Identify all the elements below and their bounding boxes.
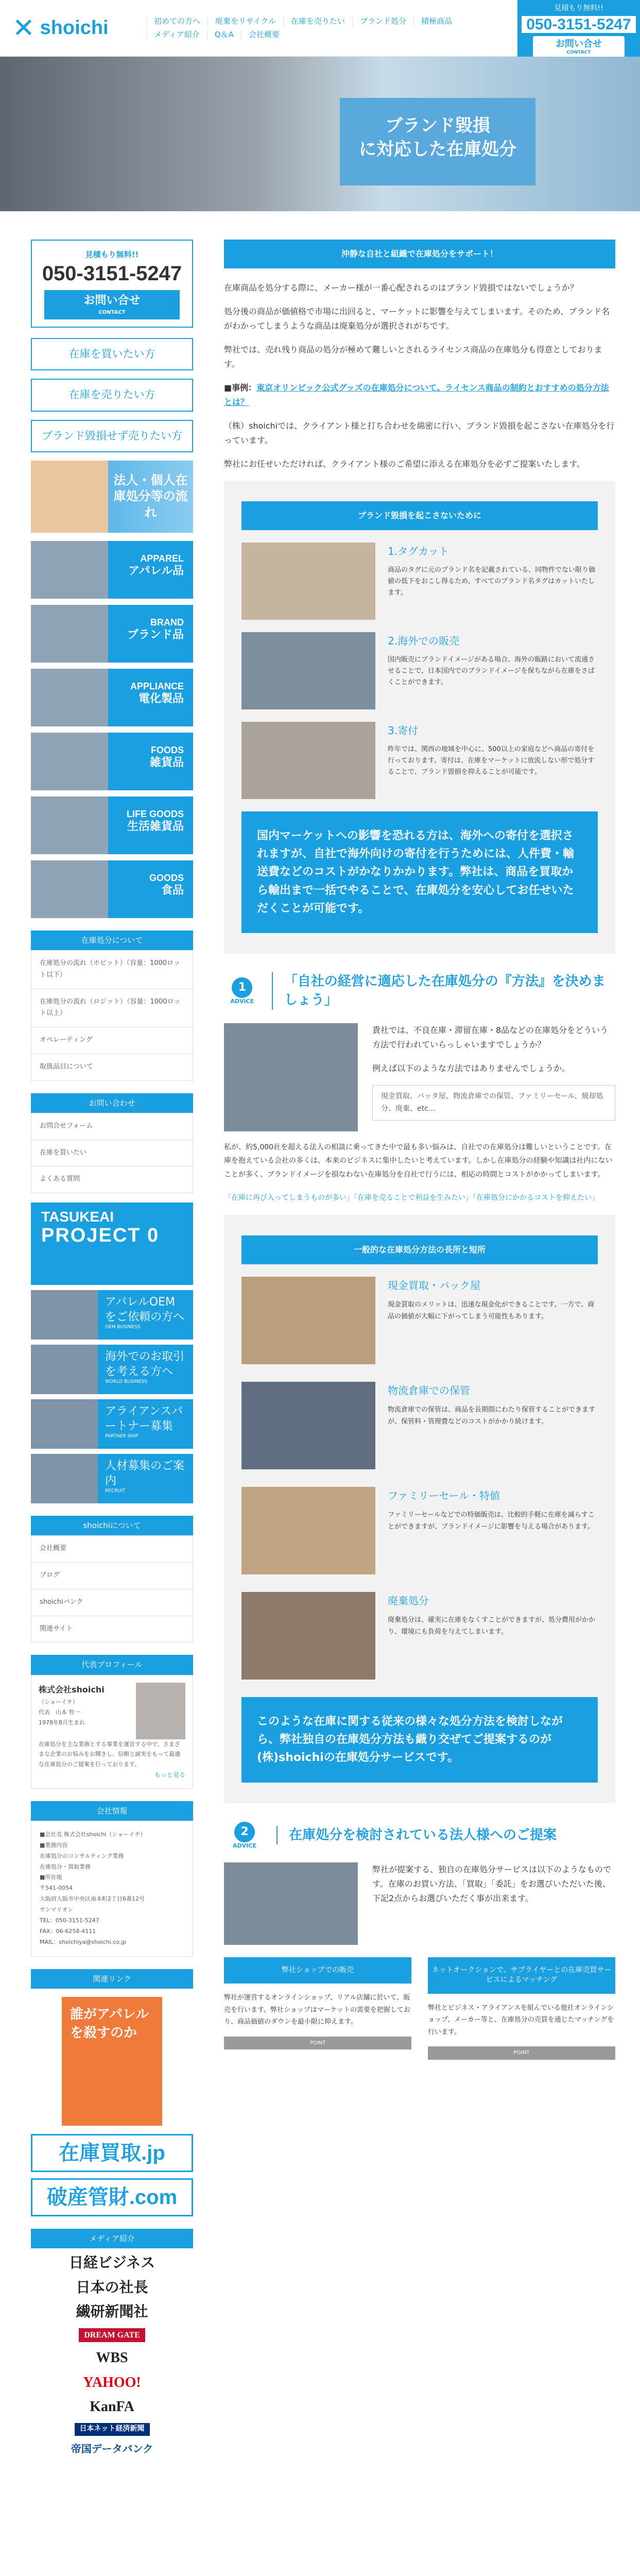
header-phone[interactable]: 050-3151-5247 [522, 16, 636, 33]
method-image [241, 1487, 375, 1574]
header-contact-box [517, 0, 640, 57]
nav-item[interactable]: Q＆A [207, 30, 241, 40]
method-image [241, 722, 375, 799]
method-item: 2.海外での販売 国内販売にブランドイメージがある場合、海外の販路において流通させることで、日本国内でのブランドイメージを保ちながら在庫をさばくことができます。 [241, 632, 598, 709]
category-brand[interactable]: BRAND ブランド品 [31, 605, 193, 663]
service-text: 弊社とビジネス・アライアンスを組んでいる他社オンラインショップ、メーカー等と、在庫処分の売買を通じたマッチングを行います。 [428, 2004, 614, 2036]
method-item: 1.タグカット 商品のタグに元のブランド名を記載されている、同物件でない限り価値の低下をおこし得るため、すべてのブランド名タグはカットいたします。 [241, 543, 598, 620]
category-life-goods[interactable]: LIFE GOODS 生活雑貨品 [31, 796, 193, 854]
section-bar: 沖静な自社と組織で在庫処分をサポート！ [224, 240, 615, 268]
media-logo: KanFA [90, 2399, 134, 2415]
nav-item[interactable]: 廃棄をリサイクル [207, 16, 283, 27]
sidebar-list [31, 1535, 193, 1642]
paragraph: 弊社が提案する、独自の在庫処分サービスは以下のようなものです。在庫のお買い方法、「買取」「委託」をお選びいただいた後、下記2点からお選びいただく事が出来ます。 [372, 1864, 612, 1903]
header-contact-button[interactable]: お問い合せ CONTACT [533, 36, 625, 58]
proposal-body [224, 1862, 615, 1945]
profile-card [31, 1675, 193, 1789]
paragraph: （株）shoichiでは、クライアント様と打ち合わせを綿密に行い、ブランド毀損を起こさない在庫処分を行っています。 [224, 421, 615, 445]
paragraph: 在庫商品を処分する際に、メーカー様が一番心配されるのはブランド毀損ではないでしょうか？ [224, 283, 578, 293]
case-link[interactable]: 東京オリンピック公式グッズの在庫処分について。ライセンス商品の制約とおすすめの処分方法とは？ [224, 383, 609, 407]
tasukeai-project-banner[interactable]: TASUKEAI PROJECT 0 [31, 1202, 193, 1285]
sidebar-link[interactable]: shoichiバンク [31, 1589, 193, 1616]
sidebar-phone[interactable]: 050-3151-5247 [42, 262, 182, 285]
info-line: FAX：06-6258-4111 [40, 1927, 96, 1935]
nav-item[interactable]: 会社概要 [241, 30, 287, 40]
info-line: ■所在地 [40, 1874, 62, 1881]
advice-body [224, 1023, 615, 1131]
paragraph: 例えば以下のような方法ではありませんでしょうか。 [372, 1063, 570, 1073]
category-foods[interactable]: FOODS 雑貨品 [31, 733, 193, 790]
quote: 「在庫に再び入ってしまうものが多い」「在庫を売ることで利益を生みたい」「在庫処分にかかるコストを抑えたい」 [224, 1193, 599, 1202]
more-link[interactable]: もっと見る [154, 1771, 185, 1779]
info-line: 在庫処分・買取業務 [40, 1863, 91, 1870]
info-line: 大阪府大阪市中央区南本町2丁目6番12号 [40, 1895, 145, 1903]
world-business-banner[interactable]: 海外でのお取引を考える方へ WORLD BUSINESS [31, 1345, 193, 1394]
media-logo: WBS [96, 2350, 128, 2366]
advice-title: 在庫処分を検討されている法人様へのご提案 [276, 1826, 557, 1844]
method-item: ファミリーセール・特値 ファミリーセールなどでの特価販売は、比較的手軽に在庫を減らすことができますが、ブランドイメージに影響を与える場合があります。 [241, 1487, 598, 1574]
category-image [31, 541, 108, 599]
buy-stock-button[interactable]: 在庫を買いたい方 [31, 338, 193, 370]
method-image [241, 1382, 375, 1469]
info-line: ■会社名 株式会社shoichi（ショーイチ） [40, 1831, 146, 1838]
paragraph: 処分後の商品が価値格で市場に出回ると、マーケットに影響を与えてしまいます。そのため、ブランド名がわかってしまうような商品は廃棄処分が選択されがちです。 [224, 307, 610, 331]
proposal-image [224, 1862, 358, 1945]
info-line: 〒541-0054 [40, 1885, 73, 1892]
paragraph: 弊社にお任せいただければ、クライアント様のご希望に添える在庫処分を必ずご提案いたします。 [224, 459, 585, 469]
zaiko-kaitori-link[interactable]: 在庫買取.jp [31, 2134, 193, 2172]
category-image [31, 733, 108, 790]
service-column [428, 1957, 615, 2065]
logo[interactable] [12, 11, 146, 45]
service-title: 弊社ショップでの販売 [224, 1957, 411, 1984]
sidebar-section-title: メディア紹介 [31, 2229, 193, 2248]
avatar [136, 1683, 185, 1739]
info-line: 在庫処分のコンサルティング業務 [40, 1852, 124, 1859]
sidebar [31, 240, 193, 2462]
category-appliance[interactable]: APPLIANCE 電化製品 [31, 669, 193, 726]
paragraph: 私が、約5,000社を超える法人の相談に乗ってきた中で最も多い悩みは、自社での在庫処分は難しいということです。在庫を抱えている会社の多くは、本来のビジネスに集中したいと考えています。しかし在庫処分の経験や知識は社内にないことが多く、ブランドイメージを損なわない在庫処分を自社で行うには、相応の時間とコストがかかってしまいます。 [224, 1143, 613, 1179]
sidebar-link[interactable]: 会社概要 [31, 1535, 193, 1562]
point-label: POINT [224, 2037, 411, 2050]
global-nav [146, 16, 501, 40]
methods-section [224, 1215, 615, 1803]
profile-role: 代表 山本 哲一 [39, 1709, 80, 1716]
partner-banner[interactable]: アライアンスパートナー募集 PARTNER SHIP [31, 1399, 193, 1449]
sidebar-list [31, 1113, 193, 1193]
book-banner[interactable]: 誰がアパレルを殺すのか [62, 1997, 162, 2126]
service-title: ネットオークションで、サプライヤーとの在庫売買サービスによるマッチング [428, 1957, 615, 1994]
case-paragraph: ■事例：東京オリンピック公式グッズの在庫処分について。ライセンス商品の制約とおすすめの処分方法とは？ [224, 383, 609, 407]
sidebar-link[interactable]: よくある質問 [31, 1166, 193, 1193]
sidebar-link[interactable]: 取扱品目について [31, 1054, 193, 1080]
flow-banner[interactable]: 法人・個人在庫処分等の流れ [31, 461, 193, 533]
media-logos [31, 2248, 193, 2462]
sidebar-link[interactable]: オペレーティング [31, 1027, 193, 1054]
company-info [31, 1821, 193, 1957]
nav-item[interactable]: 初めての方へ [146, 16, 207, 27]
recruit-banner[interactable]: 人材募集のご案内 RECRUIT [31, 1454, 193, 1503]
service-text: 弊社が運営するオンラインショップ、リアル店舗に於いて、販売を行います。弊社ショップはマーケットの需要を把握しており、商品価値のダウンを最小限に抑えます。 [224, 1994, 411, 2026]
hasan-kanzai-link[interactable]: 破産管財.com [31, 2178, 193, 2216]
brand-safe-sell-button[interactable]: ブランド毀損せず売りたい方 [31, 420, 193, 452]
method-item: 廃棄処分 廃棄処分は、確実に在庫をなくすことができますが、処分費用がかかり、環境にも負荷を与えてしまいます。 [241, 1592, 598, 1680]
advice-heading: 2 ADVICE 在庫処分を検討されている法人様へのご提案 [224, 1822, 615, 1849]
advice-title: 「自社の経営に適応した在庫処分の『方法』を決めましょう」 [272, 972, 615, 1010]
advice-image [224, 1023, 358, 1131]
nav-item[interactable]: メディア紹介 [146, 30, 207, 40]
method-item: 現金買取・バック屋 現金買取のメリットは、迅速な現金化ができることです。一方で、商品の価値が大幅に下がってしまう可能性もあります。 [241, 1277, 598, 1364]
sidebar-link[interactable]: 在庫を買いたい [31, 1140, 193, 1166]
sidebar-link[interactable]: 関連サイト [31, 1616, 193, 1642]
media-logo: 帝国データバンク [71, 2443, 153, 2455]
info-line: TEL：050-3151-5247 [40, 1917, 99, 1924]
category-image [31, 796, 108, 854]
media-logo: 繊研新聞社 [76, 2304, 148, 2320]
media-logo: 日本の社長 [76, 2279, 148, 2296]
service-columns [224, 1957, 615, 2065]
sidebar-section-title: shoichiについて [31, 1516, 193, 1535]
highlight-box: 国内マーケットへの影響を恐れる方は、海外への寄付を選択されますが、自社で海外向けの寄付を行うためには、人件費・輸送費などのコストがかなりかかります。弊社は、商品を買取から輸出まで一括でやることで、在庫処分を安心してお任せいただくことが可能です。 [241, 811, 598, 933]
media-logo: DREAM GATE [79, 2328, 145, 2342]
profile-body: 在庫処分を主な業務とする事業を運営する中で、さまざまな企業のお悩みをお聞きし、信頼と誠実をもって最適な在庫処分のご提案を行っております。 [39, 1740, 180, 1768]
header-cta-line: 見積もり無料!! [554, 4, 603, 12]
method-image [241, 632, 375, 709]
category-apparel[interactable]: APPAREL アパレル品 [31, 541, 193, 599]
methods-box: 現金買取、バッタ屋、物流倉庫での保管、ファミリーセール、焼却処分、廃棄、etc… [372, 1085, 615, 1121]
method-item: 3.寄付 昨年では、関西の地域を中心に、500以上の家庭などへ商品の寄付を行っております。寄付は、在庫をマーケットに放流しない形で処分することで、ブランド毀損を抑えることが可能です。 [241, 722, 598, 799]
site-header [0, 0, 640, 57]
oem-banner[interactable]: アパレルOEMをご依頼の方へ OEM BUSINESS [31, 1290, 193, 1340]
advice-heading: 1 ADVICE 「自社の経営に適応した在庫処分の『方法』を決めましょう」 [224, 972, 615, 1010]
hero-banner [0, 57, 640, 211]
profile-kana: （ショーイチ） [39, 1699, 78, 1706]
method-image [241, 543, 375, 620]
sidebar-contact-box [31, 240, 193, 328]
info-line: MAIL：shoichiya@shoichi.co.jp [40, 1938, 127, 1945]
sidebar-link[interactable]: 在庫処分の流れ（ホビット）（容量：1000ロット以下） [31, 950, 193, 989]
advice-number: 1 [232, 977, 252, 998]
category-image [31, 669, 108, 726]
media-logo: 日本ネット経済新聞 [75, 2423, 150, 2436]
sidebar-section-title: お問い合わせ [31, 1093, 193, 1113]
sidebar-list [31, 950, 193, 1081]
sidebar-link[interactable]: お問合せフォーム [31, 1113, 193, 1140]
section-bar: 一般的な在庫処分方法の長所と短所 [241, 1235, 598, 1264]
main-content [224, 240, 615, 2065]
point-label: POINT [428, 2046, 615, 2060]
method-image [241, 1277, 375, 1364]
paragraph: 貴社では、不良在庫・滞留在庫・8品などの在庫処分をどういう方法で行われていらっしゃいますでしょうか？ [372, 1025, 609, 1049]
method-image [241, 1592, 375, 1680]
method-item: 物流倉庫での保管 物流倉庫での保管は、商品を長期間にわたり保管することができますが、保管料・管理費などのコストがかかり続けます。 [241, 1382, 598, 1469]
logo-mark-icon: ✕ [12, 12, 35, 44]
nav-item[interactable]: ブランド処分 [352, 16, 413, 27]
nav-item[interactable]: 積極商品 [413, 16, 459, 27]
section-bar: ブランド毀損を起こさないために [241, 501, 598, 530]
sidebar-link[interactable]: ブログ [31, 1562, 193, 1589]
sidebar-contact-button[interactable]: お問い合せ CONTACT [44, 290, 180, 319]
hero-title-line2: に対応した在庫処分 [359, 139, 516, 160]
media-logo: 日経ビジネス [68, 2255, 155, 2272]
sidebar-cta-line: 見積もり無料!! [85, 250, 139, 259]
sidebar-section-title: 関連リンク [31, 1969, 193, 1989]
nav-item[interactable]: 在庫を売りたい [283, 16, 352, 27]
category-image [31, 860, 108, 918]
paragraph: 弊社では、売れ残り商品の処分が極めて難しいとされるライセンス商品の在庫処分も得意としております。 [224, 345, 602, 369]
sidebar-section-title: 代表プロフィール [31, 1655, 193, 1674]
info-line: サンマリオン [40, 1906, 74, 1913]
profile-company: 株式会社shoichi [39, 1684, 105, 1694]
highlight-box: このような在庫に関する従来の様々な処分方法を検討しながら、弊社独自の在庫処分方法も織り交ぜてご提案するのが(株)shoichiの在庫処分サービスです。 [241, 1697, 598, 1783]
hero-title-box [340, 98, 535, 185]
sidebar-link[interactable]: 在庫処分の流れ（ロジット）（容量：1000ロット以上） [31, 989, 193, 1027]
logo-text: shoichi [40, 17, 109, 39]
service-column [224, 1957, 411, 2065]
profile-born: 1978年8月生まれ [39, 1719, 85, 1726]
advice-number: 2 [234, 1822, 255, 1842]
category-image [31, 605, 108, 663]
hero-title-line1: ブランド毀損 [385, 115, 490, 136]
sell-stock-button[interactable]: 在庫を売りたい方 [31, 379, 193, 411]
sidebar-section-title: 会社情報 [31, 1801, 193, 1821]
sidebar-section-title: 在庫処分について [31, 930, 193, 950]
info-line: ■業務内容 [40, 1841, 68, 1849]
brand-protection-section [224, 481, 615, 954]
category-goods[interactable]: GOODS 食品 [31, 860, 193, 918]
flow-banner-image [31, 461, 108, 533]
media-logo: YAHOO! [83, 2374, 141, 2391]
